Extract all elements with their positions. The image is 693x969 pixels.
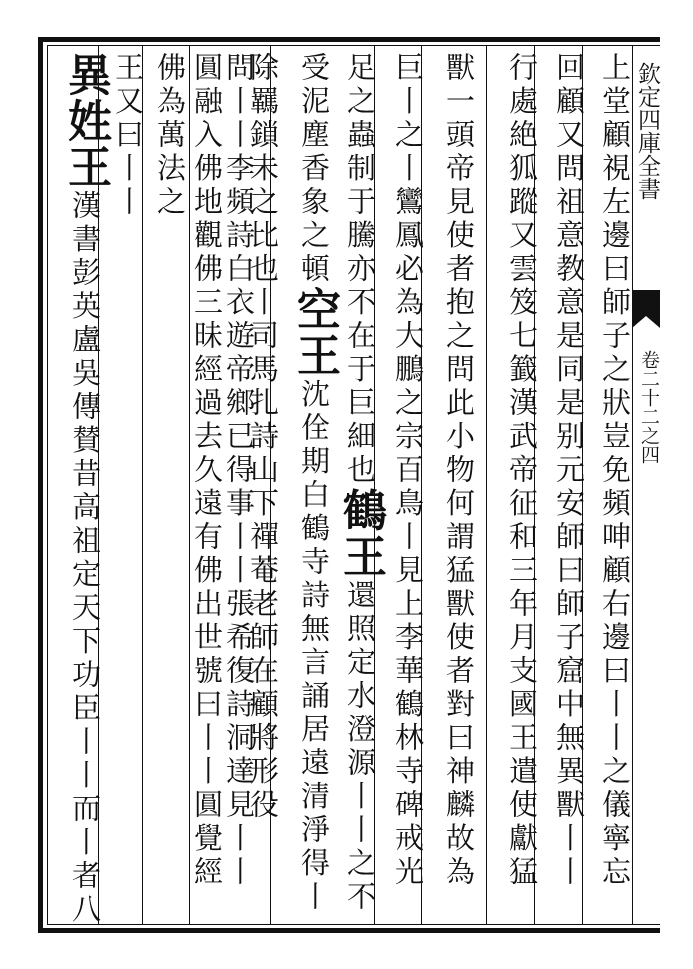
text-column-5: 巨丨之丨鸞鳳必為大鵬之宗百鳥丨見上李華鶴林寺碑戒光 — [391, 52, 425, 890]
text-column-9: 問丨丨李頻詩白衣遊帝鄉已得事丨丨張希復詩洞達見丨丨 — [222, 52, 256, 890]
text-column-13: 異姓王漢書彭英盧吳傳賛昔高祖定天下功臣丨丨而丨者八 — [60, 52, 111, 927]
text-column-3: 行處絶狐蹤又雲笈七籖漢武帝征和三年月支國王遣使獻猛 — [505, 52, 539, 890]
margin-book-title: 欽定四庫全書 — [634, 62, 660, 200]
text-column-12: 王又曰丨丨 — [111, 52, 145, 220]
text-column-8: 除羈鎖未之比也丨司馬扎詩山下禪菴老師在顧將形役 — [246, 52, 280, 823]
heading-crane-king: 鶴王 — [335, 487, 386, 580]
text-column-7: 受泥塵香象之頓空王沈佺期白鶴寺詩無言誦居遠清淨得丨 — [289, 52, 340, 915]
text-column-10: 圓融入佛地觀佛三昧經過去久遠有佛出世號曰丨丨圓覺經 — [190, 52, 224, 890]
text-column-1: 上堂顧視左邊曰師子之狀豈免頻呻顧右邊曰丨丨之儀寧忘 — [598, 52, 632, 890]
heading-empty-king: 空王 — [289, 286, 340, 379]
text-column-2: 回顧又問祖意教意是同是别元安師曰師子窟中無異獸丨丨 — [552, 52, 586, 890]
text-column-6: 足之蟲制于騰亦不在于巨細也鶴王還照定水澄源丨丨之不 — [335, 52, 386, 915]
margin-volume-label: 卷二十二之四 — [638, 350, 660, 464]
margin-rule — [632, 45, 633, 925]
fishtail-mark — [632, 290, 660, 316]
heading-other-surname-king: 異姓王 — [60, 52, 111, 190]
text-column-4: 獸一頭帝見使者抱之問此小物何謂猛獸使者對曰神麟故為 — [442, 52, 476, 890]
column-rule — [486, 45, 487, 925]
text-column-11: 佛為萬法之 — [153, 52, 187, 220]
